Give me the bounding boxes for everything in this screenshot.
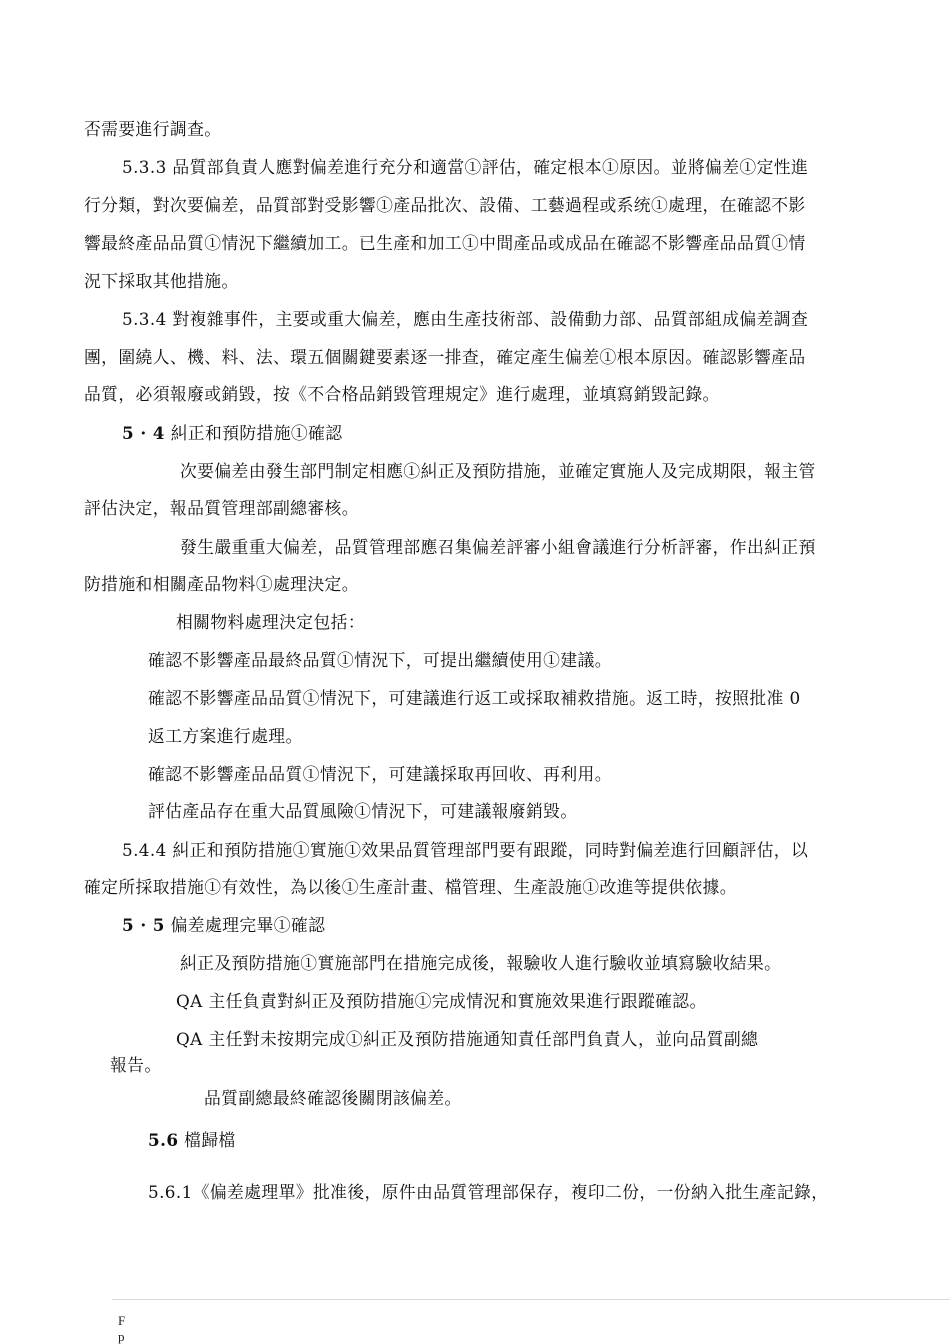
paragraph-line: 5.3.4 對複雜事件，主要或重大偏差，應由生產技術部、設備動力部、品質部組成偏差調查 xyxy=(122,309,809,329)
paragraph-line: QA 主任對未按期完成①糾正及預防措施通知責任部門負責人，並向品質副總 xyxy=(176,1029,759,1049)
paragraph-line: 品質，必須報廢或銷毀，按《不合格品銷毀管理規定》進行處理，並填寫銷毀記錄。 xyxy=(84,384,720,404)
paragraph-line: 品質副總最終確認後關閉該偏差。 xyxy=(204,1088,462,1108)
paragraph-line: 5.3.3 品質部負責人應對偏差進行充分和適當①評估，確定根本①原因。並將偏差①定性進 xyxy=(122,157,809,177)
paragraph-line: 次要偏差由發生部門制定相應①糾正及預防措施，並確定實施人及完成期限，報主管 xyxy=(180,461,816,481)
section-number: 5 · 5 xyxy=(122,915,165,935)
paragraph-line: 況下採取其他措施。 xyxy=(84,271,239,291)
section-number: 5 · 4 xyxy=(122,423,165,443)
paragraph-line: QA 主任負責對糾正及預防措施①完成情況和實施效果進行跟蹤確認。 xyxy=(176,991,707,1011)
paragraph-line: 團，圍繞人、機、料、法、環五個關鍵要素逐一排查，確定產生偏差①根本原因。確認影響產品 xyxy=(84,347,806,367)
footer-text: p xyxy=(118,1329,125,1344)
paragraph-line: 響最終產品品質①情況下繼續加工。已生產和加工①中間產品或成品在確認不影響產品品質①情 xyxy=(84,233,806,253)
paragraph-line: 行分類，對次要偏差，品質部對受影響①產品批次、設備、工藝過程或系统①處理，在確認不影 xyxy=(84,195,806,215)
footer-divider xyxy=(112,1299,950,1300)
list-item: 確認不影響產品品質①情況下，可建議進行返工或採取補救措施。返工時，按照批准 0 xyxy=(148,688,801,708)
section-heading xyxy=(122,914,325,936)
list-item: 確認不影響產品最終品質①情況下，可提出繼續使用①建議。 xyxy=(148,650,612,670)
section-title: 檔歸檔 xyxy=(178,1130,236,1150)
list-item: 評估產品存在重大品質風險①情況下，可建議報廢銷毀。 xyxy=(148,801,578,821)
paragraph-line: 防措施和相關產品物料①處理決定。 xyxy=(84,574,359,594)
paragraph-line: 否需要進行調查。 xyxy=(84,119,222,139)
list-item: 返工方案進行處理。 xyxy=(148,726,303,746)
list-item: 確認不影響產品品質①情況下，可建議採取再回收、再利用。 xyxy=(148,764,612,784)
footer-text: F xyxy=(118,1313,126,1328)
paragraph-line: 糾正及預防措施①實施部門在措施完成後，報驗收人進行驗收並填寫驗收結果。 xyxy=(180,953,782,973)
section-title: 糾正和預防措施①確認 xyxy=(164,423,343,443)
section-heading xyxy=(122,422,342,444)
paragraph-line: 相關物料處理決定包括： xyxy=(176,612,365,632)
paragraph-line: 5.6.1《偏差處理單》批准後，原件由品質管理部保存，複印二份，一份納入批生產記錄， xyxy=(148,1182,829,1202)
paragraph-line: 發生嚴重重大偏差，品質管理部應召集偏差評審小組會議進行分析評審，作出糾正預 xyxy=(180,537,816,557)
paragraph-line: 確定所採取措施①有效性，為以後①生產計畫、檔管理、生產設施①改進等提供依據。 xyxy=(84,877,737,897)
section-number: 5.6 xyxy=(148,1130,179,1150)
paragraph-line: 5.4.4 糾正和預防措施①實施①效果品質管理部門要有跟蹤，同時對偏差進行回顧評估，以 xyxy=(122,840,809,860)
section-heading xyxy=(148,1129,236,1151)
section-title: 偏差處理完畢①確認 xyxy=(164,915,326,935)
paragraph-line: 報告。 xyxy=(110,1055,162,1075)
paragraph-line: 評估決定，報品質管理部副總審核。 xyxy=(84,498,359,518)
